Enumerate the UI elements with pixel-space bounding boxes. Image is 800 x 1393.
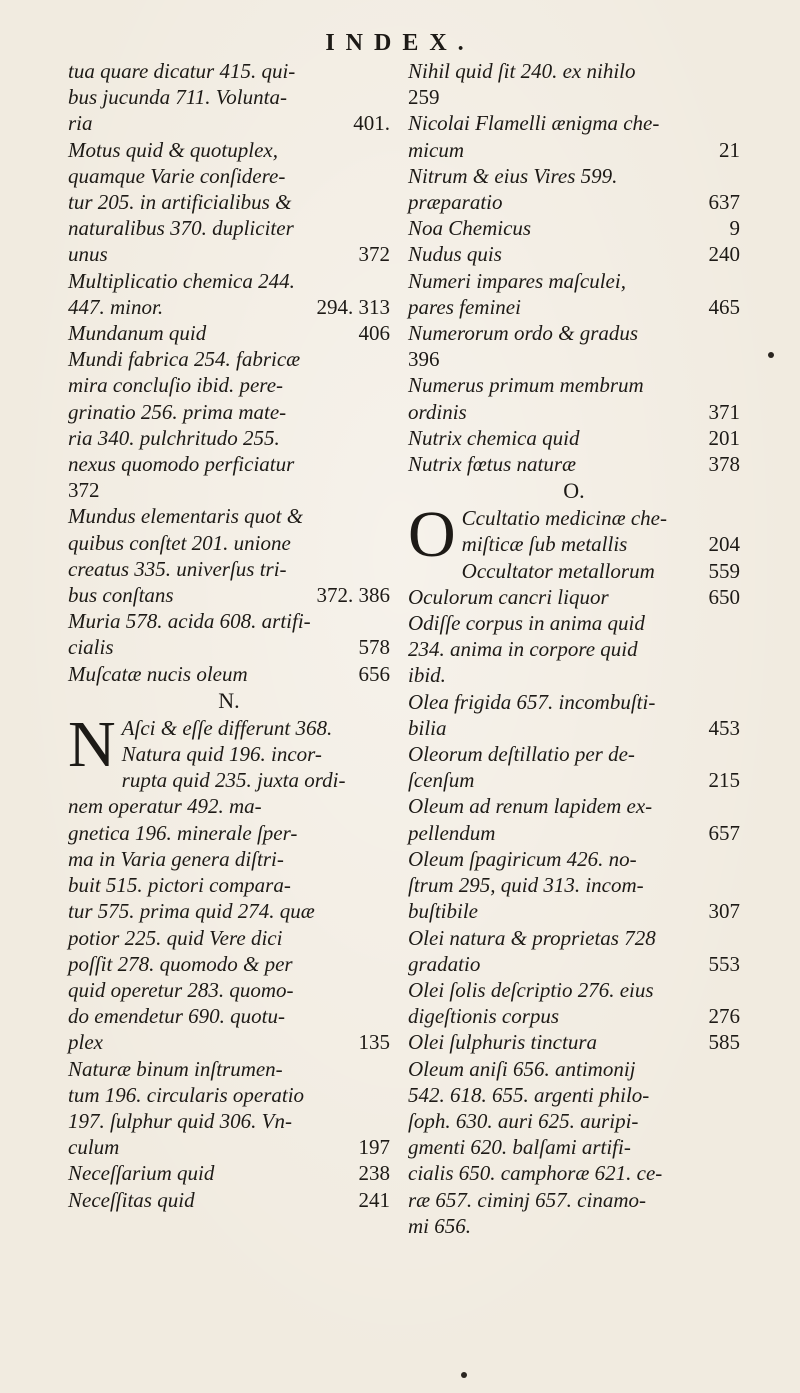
page-ref: 201 xyxy=(708,425,740,450)
index-line xyxy=(68,977,390,1003)
index-text: quid operetur 283. quomo- xyxy=(68,977,294,1002)
index-text: 542. 618. 655. argenti philo- xyxy=(408,1082,650,1107)
index-text: Nutrix chemica quid xyxy=(408,425,580,450)
index-text: gradatio xyxy=(408,951,481,976)
index-text: pares feminei xyxy=(408,294,521,319)
index-line xyxy=(408,1160,740,1186)
index-line xyxy=(68,1108,390,1134)
index-line xyxy=(68,84,390,110)
index-text: poſſit 278. quomodo & per xyxy=(68,951,293,976)
index-text: ordinis xyxy=(408,399,467,424)
index-line xyxy=(122,715,390,741)
index-line xyxy=(68,951,390,977)
index-text: Numeri impares maſculei, xyxy=(408,268,626,293)
page-ref: 656 xyxy=(358,661,390,686)
page-ref: 585 xyxy=(708,1030,740,1055)
page-ref: 21 xyxy=(719,137,740,162)
page-ref: 241 xyxy=(358,1187,390,1212)
index-text: ræ 657. ciminj 657. cinamo- xyxy=(408,1187,646,1212)
index-text: Multiplicatio chemica 244. xyxy=(68,268,295,293)
index-text: plex xyxy=(68,1030,103,1055)
index-text: miſticæ ſub metallis xyxy=(461,532,628,557)
index-text: Olea frigida 657. incombuſti- xyxy=(408,689,656,714)
dropcap-letter: N xyxy=(68,707,116,781)
index-line xyxy=(68,399,390,425)
index-line xyxy=(68,503,390,529)
index-text: grinatio 256. prima mate- xyxy=(68,399,287,424)
index-text: Occultator metallorum xyxy=(461,558,655,583)
index-text: micum xyxy=(408,137,464,162)
index-text: ſtrum 295, quid 313. incom- xyxy=(408,873,644,898)
index-text: gnetica 196. minerale ſper- xyxy=(68,820,298,845)
index-line xyxy=(68,346,390,372)
index-text: potior 225. quid Vere dici xyxy=(68,925,283,950)
index-line xyxy=(408,846,740,872)
index-line xyxy=(408,1213,740,1239)
index-text: Nicolai Flamelli ænigma che- xyxy=(408,111,660,136)
index-line xyxy=(68,268,390,294)
index-line xyxy=(408,320,740,346)
index-text: Noa Chemicus xyxy=(408,216,532,241)
index-line xyxy=(408,715,740,741)
index-line xyxy=(408,425,740,451)
index-text: mira concluſio ibid. pere- xyxy=(68,373,284,398)
index-line xyxy=(408,372,740,398)
index-line xyxy=(408,399,740,425)
index-text: nem operatur 492. ma- xyxy=(68,794,262,819)
index-text: unus xyxy=(68,242,108,267)
index-line xyxy=(68,137,390,163)
index-text: 447. minor. xyxy=(68,294,164,319)
index-text: bilia xyxy=(408,715,447,740)
page-ref: 553 xyxy=(708,951,740,976)
index-line xyxy=(68,163,390,189)
page-ref: 371 xyxy=(708,399,740,424)
index-line xyxy=(68,608,390,634)
index-line xyxy=(462,558,740,584)
index-line xyxy=(68,477,390,503)
page-ref: 378 xyxy=(708,452,740,477)
index-text: Motus quid & quotuplex, xyxy=(68,137,278,162)
index-text: Muſcatæ nucis oleum xyxy=(68,661,248,686)
index-text: rupta quid 235. juxta ordi- xyxy=(121,768,346,793)
index-line xyxy=(408,1134,740,1160)
index-text: mi 656. xyxy=(408,1213,471,1238)
index-line xyxy=(408,793,740,819)
index-line xyxy=(68,372,390,398)
page-ref: 204 xyxy=(708,532,740,557)
index-line xyxy=(408,110,740,136)
index-text: Mundi fabrica 254. fabricæ xyxy=(68,347,301,372)
page-ref: 559 xyxy=(708,558,740,583)
index-line xyxy=(408,584,740,610)
page-ref: 215 xyxy=(708,768,740,793)
index-line xyxy=(408,1187,740,1213)
dropcap-letter: O xyxy=(408,498,456,572)
index-text: buit 515. pictori compara- xyxy=(68,873,291,898)
page-ref: 657 xyxy=(708,820,740,845)
section-letter-n: N. xyxy=(218,687,240,713)
page-ref: 453 xyxy=(708,715,740,740)
index-text: creatus 335. univerſus tri- xyxy=(68,556,287,581)
index-line xyxy=(68,189,390,215)
index-text: Nudus quis xyxy=(408,242,502,267)
index-text: culum xyxy=(68,1135,120,1160)
page-ref: 396 xyxy=(408,347,440,372)
page-ref: 465 xyxy=(708,294,740,319)
index-text: Nihil quid ſit 240. ex nihilo xyxy=(408,59,636,83)
index-line xyxy=(408,58,740,84)
index-line xyxy=(68,110,390,136)
index-text: Olei ſulphuris tinctura xyxy=(408,1030,597,1055)
index-text: Olei ſolis deſcriptio 276. eius xyxy=(408,977,654,1002)
index-text: Oleum ad renum lapidem ex- xyxy=(408,794,653,819)
page-ref: 372 xyxy=(358,242,390,267)
index-line xyxy=(408,1003,740,1029)
index-text: Numerorum ordo & gradus xyxy=(408,321,639,346)
index-line xyxy=(408,1082,740,1108)
index-text: ſoph. 630. auri 625. auripi- xyxy=(408,1108,639,1133)
page-ref: 197 xyxy=(358,1135,390,1160)
index-line xyxy=(68,925,390,951)
index-line xyxy=(68,215,390,241)
index-text: Neceſſarium quid xyxy=(68,1161,215,1186)
index-line xyxy=(462,531,740,557)
index-line xyxy=(68,1056,390,1082)
index-text: digeſtionis corpus xyxy=(408,1004,560,1029)
index-line xyxy=(408,451,740,477)
index-line xyxy=(68,872,390,898)
index-line xyxy=(408,189,740,215)
page-ref: 372. 386 xyxy=(316,583,390,608)
index-text: tum 196. circularis operatio xyxy=(68,1082,305,1107)
page-ref: 307 xyxy=(708,899,740,924)
index-text: Odiſſe corpus in anima quid xyxy=(408,611,645,636)
index-line xyxy=(122,767,390,793)
page-ref: 401. xyxy=(353,111,390,136)
index-text: tur 575. prima quid 274. quæ xyxy=(68,899,315,924)
index-text: quamque Varie conſidere- xyxy=(68,163,286,188)
index-text: Naturæ binum inſtrumen- xyxy=(68,1056,283,1081)
index-line xyxy=(68,1029,390,1055)
index-text: Oleum ſpagiricum 426. no- xyxy=(408,846,637,871)
index-text: Olei natura & proprietas 728 xyxy=(408,925,656,950)
page-ref: 135 xyxy=(358,1030,390,1055)
index-line xyxy=(408,268,740,294)
index-line xyxy=(408,163,740,189)
index-line xyxy=(408,898,740,924)
index-text: Numerus primum membrum xyxy=(408,373,644,398)
index-line xyxy=(408,137,740,163)
index-text: tur 205. in artificialibus & xyxy=(68,190,292,215)
index-line xyxy=(68,846,390,872)
index-text: Neceſſitas quid xyxy=(68,1187,195,1212)
index-text: Muria 578. acida 608. artifi- xyxy=(68,609,311,634)
index-line xyxy=(68,556,390,582)
index-text: Mundanum quid xyxy=(68,321,207,346)
index-line xyxy=(408,84,740,110)
index-text: cialis 650. camphoræ 621. ce- xyxy=(408,1161,663,1186)
index-line xyxy=(68,820,390,846)
page-ref: 276 xyxy=(708,1004,740,1029)
index-line xyxy=(68,1134,390,1160)
index-text: Ccultatio medicinæ che- xyxy=(461,506,667,531)
index-line xyxy=(408,1029,740,1055)
index-text: Oculorum cancri liquor xyxy=(408,584,609,609)
index-line xyxy=(408,820,740,846)
index-line xyxy=(68,793,390,819)
index-line xyxy=(408,1108,740,1134)
page-ref: 637 xyxy=(708,190,740,215)
index-text: do emendetur 690. quotu- xyxy=(68,1004,285,1029)
index-line xyxy=(408,662,740,688)
index-text: ſcenſum xyxy=(408,768,475,793)
ink-speck xyxy=(461,1372,467,1378)
index-text: Oleum aniſi 656. antimonij xyxy=(408,1056,636,1081)
index-text: 234. anima in corpore quid xyxy=(408,637,638,662)
index-line xyxy=(408,741,740,767)
index-text: ma in Varia genera diſtri- xyxy=(68,846,284,871)
index-line xyxy=(408,215,740,241)
index-line xyxy=(408,346,740,372)
index-line xyxy=(408,636,740,662)
index-line xyxy=(68,1003,390,1029)
index-text: 197. ſulphur quid 306. Vn- xyxy=(68,1108,292,1133)
index-text: bus jucunda 711. Volunta- xyxy=(68,85,287,110)
index-line xyxy=(68,530,390,556)
index-line xyxy=(68,241,390,267)
index-line xyxy=(68,58,390,84)
index-line xyxy=(408,977,740,1003)
index-text: Nutrix fœtus naturæ xyxy=(408,452,577,477)
index-text: quibus conſtet 201. unione xyxy=(68,530,291,555)
index-text: tua quare dicatur 415. qui- xyxy=(68,59,296,83)
index-line xyxy=(68,898,390,924)
page-ref: 294. 313 xyxy=(316,294,390,319)
index-text: ria 340. pulchritudo 255. xyxy=(68,425,280,450)
index-line xyxy=(68,294,390,320)
index-line xyxy=(68,582,390,608)
page-ref: 259 xyxy=(408,85,440,110)
index-text: buſtibile xyxy=(408,899,478,924)
page-ref: 578 xyxy=(358,635,390,660)
page-ref: 9 xyxy=(729,216,740,241)
index-text: nexus quomodo perficiatur xyxy=(68,452,295,477)
section-letter-o: O. xyxy=(563,478,585,504)
index-text: Natura quid 196. incor- xyxy=(121,742,322,767)
index-text: Nitrum & eius Vires 599. xyxy=(408,163,618,188)
index-line xyxy=(408,925,740,951)
page-title: INDEX. xyxy=(325,30,475,56)
page-ref: 240 xyxy=(708,242,740,267)
index-line xyxy=(68,425,390,451)
index-text: bus conſtans xyxy=(68,583,174,608)
index-line xyxy=(122,741,390,767)
index-line xyxy=(408,951,740,977)
index-text: ria xyxy=(68,111,93,136)
index-column-left xyxy=(68,58,390,1213)
index-text: cialis xyxy=(68,635,114,660)
index-text: præparatio xyxy=(408,190,503,215)
index-line xyxy=(68,1187,390,1213)
index-line xyxy=(408,610,740,636)
ink-speck xyxy=(768,352,774,358)
index-line xyxy=(462,505,740,531)
index-line xyxy=(408,294,740,320)
index-line xyxy=(68,1160,390,1186)
index-line xyxy=(68,451,390,477)
index-line xyxy=(68,1082,390,1108)
index-line xyxy=(408,767,740,793)
index-text: Oleorum deſtillatio per de- xyxy=(408,742,635,767)
index-line xyxy=(68,320,390,346)
page-ref: 372 xyxy=(68,478,100,503)
index-line xyxy=(408,872,740,898)
index-text: pellendum xyxy=(408,820,496,845)
page-ref: 238 xyxy=(358,1161,390,1186)
index-column-right xyxy=(408,58,740,1239)
index-text: ibid. xyxy=(408,663,446,688)
page-ref: 406 xyxy=(358,321,390,346)
index-text: Mundus elementaris quot & xyxy=(68,504,304,529)
index-text: Aſci & eſſe differunt 368. xyxy=(121,715,333,740)
index-text: gmenti 620. balſami artifi- xyxy=(408,1135,631,1160)
page-ref: 650 xyxy=(708,584,740,609)
index-line xyxy=(408,689,740,715)
index-line xyxy=(408,1056,740,1082)
index-line xyxy=(68,661,390,687)
index-line xyxy=(408,241,740,267)
index-line xyxy=(68,634,390,660)
index-text: naturalibus 370. dupliciter xyxy=(68,216,294,241)
